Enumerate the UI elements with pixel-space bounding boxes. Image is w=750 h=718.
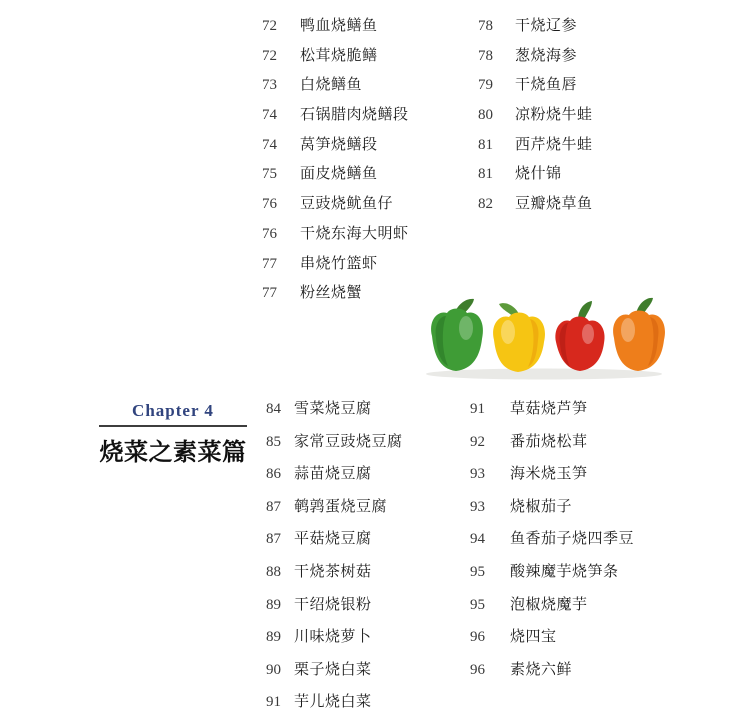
- entry-dish-title: 豆豉烧鱿鱼仔: [300, 196, 394, 213]
- entry-dish-title: 家常豆豉烧豆腐: [294, 433, 403, 450]
- toc-entry: [266, 660, 403, 693]
- entry-page-number: 89: [266, 596, 281, 613]
- entry-dish-title: 雪菜烧豆腐: [294, 401, 372, 417]
- toc-entry: [262, 254, 409, 284]
- entry-page-number: 72: [262, 47, 277, 64]
- entry-dish-title: 泡椒烧魔芋: [510, 596, 588, 613]
- entry-page-number: 94: [470, 531, 485, 548]
- entry-dish-title: 干绍烧银粉: [294, 596, 372, 613]
- entry-dish-title: 烧什锦: [515, 166, 562, 183]
- entry-page-number: 91: [266, 694, 281, 711]
- entry-dish-title: 川味烧萝卜: [294, 629, 372, 646]
- entry-page-number: 76: [262, 225, 277, 242]
- toc-entry: [478, 135, 593, 165]
- entry-page-number: 90: [266, 661, 281, 678]
- entry-page-number: 74: [262, 136, 277, 153]
- entry-dish-title: 面皮烧鳝鱼: [300, 166, 378, 183]
- entry-page-number: 74: [262, 107, 277, 124]
- entry-dish-title: 酸辣魔芋烧笋条: [510, 563, 619, 580]
- entry-page-number: 87: [266, 531, 281, 548]
- entry-dish-title: 烧四宝: [510, 629, 557, 646]
- entry-dish-title: 鱼香茄子烧四季豆: [510, 531, 635, 548]
- entry-page-number: 91: [470, 401, 485, 417]
- entry-page-number: 78: [478, 18, 493, 34]
- entry-page-number: 95: [470, 596, 485, 613]
- orange-pepper-icon: [613, 298, 665, 371]
- toc-entry: [470, 464, 634, 497]
- entry-page-number: 81: [478, 136, 493, 153]
- entry-page-number: 88: [266, 563, 281, 580]
- toc-entry: [266, 399, 403, 432]
- bell-peppers-illustration: [420, 292, 665, 382]
- entry-dish-title: 海米烧玉笋: [510, 466, 588, 483]
- toc-column-ch4-left: [266, 399, 403, 718]
- toc-column-top-right: [478, 16, 593, 224]
- entry-page-number: 82: [478, 196, 493, 213]
- entry-dish-title: 番茄烧松茸: [510, 433, 588, 450]
- entry-dish-title: 豆瓣烧草鱼: [515, 196, 593, 213]
- entry-page-number: 93: [470, 498, 485, 515]
- entry-page-number: 84: [266, 401, 281, 417]
- toc-entry: [478, 46, 593, 76]
- toc-entry: [266, 562, 403, 595]
- chapter-label: Chapter 4: [132, 401, 214, 420]
- red-pepper-icon: [555, 301, 604, 371]
- entry-dish-title: 栗子烧白菜: [294, 661, 372, 678]
- entry-dish-title: 鹌鹑蛋烧豆腐: [294, 498, 388, 515]
- entry-page-number: 72: [262, 18, 277, 34]
- entry-dish-title: 素烧六鲜: [510, 661, 573, 678]
- entry-dish-title: 蒜苗烧豆腐: [294, 466, 372, 483]
- entry-dish-title: 凉粉烧牛蛙: [515, 107, 593, 124]
- toc-entry: [266, 497, 403, 530]
- yellow-pepper-icon: [493, 303, 545, 372]
- entry-dish-title: 芋儿烧白菜: [294, 694, 372, 711]
- entry-dish-title: 干烧东海大明虾: [300, 225, 409, 242]
- toc-entry: [262, 135, 409, 165]
- toc-entry: [262, 46, 409, 76]
- entry-dish-title: 白烧鳝鱼: [300, 77, 363, 94]
- toc-entry: [478, 16, 593, 46]
- toc-entry: [470, 529, 634, 562]
- entry-dish-title: 松茸烧脆鳝: [300, 47, 378, 64]
- chapter-heading: [99, 400, 247, 467]
- entry-page-number: 77: [262, 285, 277, 302]
- toc-entry: [478, 194, 593, 224]
- entry-page-number: 80: [478, 107, 493, 124]
- toc-entry: [262, 105, 409, 135]
- toc-entry: [266, 529, 403, 562]
- toc-entry: [266, 595, 403, 628]
- toc-entry: [262, 164, 409, 194]
- entry-page-number: 75: [262, 166, 277, 183]
- entry-page-number: 81: [478, 166, 493, 183]
- toc-entry: [470, 562, 634, 595]
- toc-entry: [262, 75, 409, 105]
- entry-dish-title: 鸭血烧鳝鱼: [300, 18, 378, 34]
- toc-entry: [470, 627, 634, 660]
- toc-entry: [262, 224, 409, 254]
- entry-page-number: 87: [266, 498, 281, 515]
- toc-entry: [266, 464, 403, 497]
- green-pepper-icon: [431, 299, 483, 371]
- chapter-title: 烧菜之素菜篇: [99, 440, 247, 466]
- toc-column-top-left: [262, 16, 409, 313]
- toc-entry: [478, 75, 593, 105]
- entry-dish-title: 平菇烧豆腐: [294, 531, 372, 548]
- entry-page-number: 89: [266, 629, 281, 646]
- entry-dish-title: 西芹烧牛蛙: [515, 136, 593, 153]
- entry-page-number: 86: [266, 466, 281, 483]
- entry-page-number: 85: [266, 433, 281, 450]
- entry-page-number: 77: [262, 255, 277, 272]
- toc-entry: [470, 399, 634, 432]
- toc-entry: [266, 692, 403, 718]
- entry-page-number: 95: [470, 563, 485, 580]
- entry-page-number: 73: [262, 77, 277, 94]
- entry-dish-title: 烧椒茄子: [510, 498, 573, 515]
- toc-entry: [470, 432, 634, 465]
- toc-entry: [262, 194, 409, 224]
- toc-entry: [478, 164, 593, 194]
- toc-column-ch4-right: [470, 399, 634, 692]
- entry-dish-title: 干烧鱼唇: [515, 77, 578, 94]
- entry-page-number: 96: [470, 629, 485, 646]
- entry-dish-title: 葱烧海参: [515, 47, 578, 64]
- entry-dish-title: 石锅腊肉烧鳝段: [300, 107, 409, 124]
- bell-peppers-photo: [420, 292, 665, 382]
- entry-page-number: 96: [470, 661, 485, 678]
- entry-dish-title: 干烧茶树菇: [294, 563, 372, 580]
- toc-entry: [262, 16, 409, 46]
- entry-page-number: 79: [478, 77, 493, 94]
- entry-dish-title: 干烧辽参: [515, 18, 578, 34]
- entry-dish-title: 串烧竹篮虾: [300, 255, 378, 272]
- toc-entry: [470, 660, 634, 693]
- entry-page-number: 92: [470, 433, 485, 450]
- toc-entry: [470, 595, 634, 628]
- entry-page-number: 78: [478, 47, 493, 64]
- toc-entry: [262, 283, 409, 313]
- entry-dish-title: 草菇烧芦笋: [510, 401, 588, 417]
- toc-entry: [266, 432, 403, 465]
- entry-page-number: 93: [470, 466, 485, 483]
- entry-dish-title: 粉丝烧蟹: [300, 285, 363, 302]
- chapter-rule-divider: [99, 425, 247, 427]
- entry-dish-title: 莴笋烧鳝段: [300, 136, 378, 153]
- toc-entry: [266, 627, 403, 660]
- toc-entry: [478, 105, 593, 135]
- toc-entry: [470, 497, 634, 530]
- entry-page-number: 76: [262, 196, 277, 213]
